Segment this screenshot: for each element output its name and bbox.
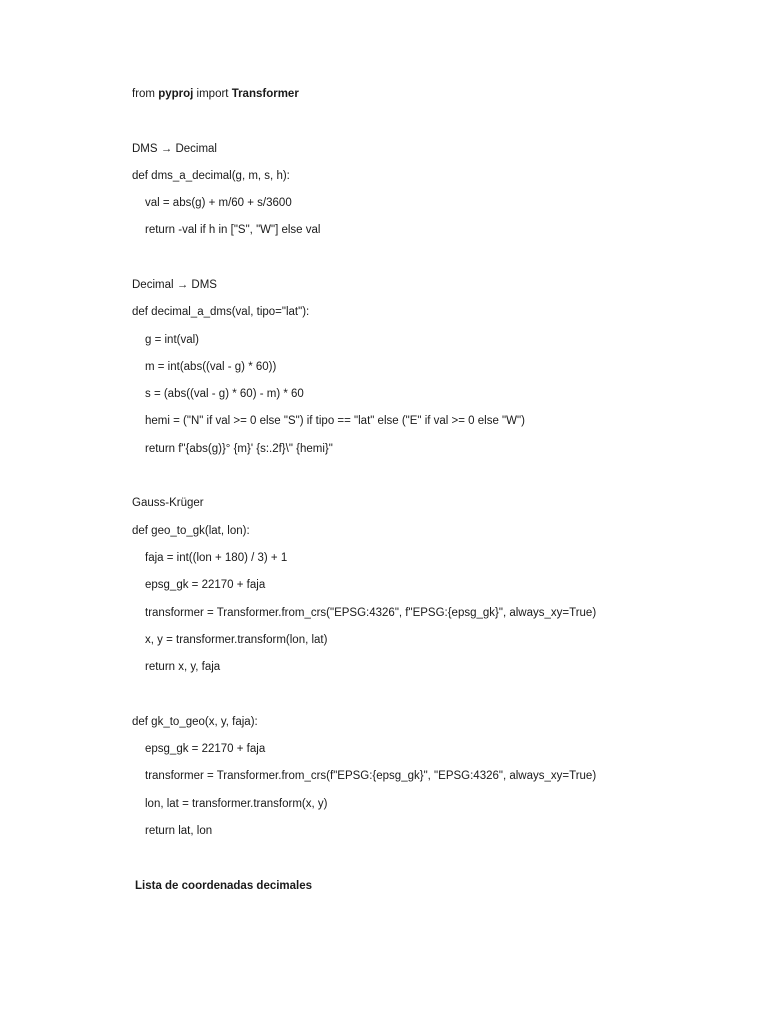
code-line: s = (abs((val - g) * 60) - m) * 60 (145, 388, 304, 400)
import-line (132, 87, 299, 101)
section-title-decimal-dms: Decimal → DMS (132, 279, 217, 291)
import-from-keyword: from (132, 88, 159, 100)
code-line: x, y = transformer.transform(lon, lat) (145, 634, 328, 646)
import-keyword: import (193, 88, 232, 100)
code-line: faja = int((lon + 180) / 3) + 1 (145, 552, 288, 564)
code-line: transformer = Transformer.from_crs(f"EPSG:{epsg_gk}", "EPSG:4326", always_xy=True) (145, 770, 597, 782)
code-line: lon, lat = transformer.transform(x, y) (145, 798, 328, 810)
code-line: return x, y, faja (145, 661, 221, 673)
code-line: hemi = ("N" if val >= 0 else "S") if tipo == "lat" else ("E" if val >= 0 else "W") (145, 415, 525, 427)
list-heading: Lista de coordenadas decimales (135, 880, 313, 892)
code-line: return lat, lon (145, 825, 213, 837)
import-module: pyproj (158, 88, 194, 100)
code-line: g = int(val) (145, 334, 200, 346)
code-line: def dms_a_decimal(g, m, s, h): (132, 170, 290, 182)
code-line: transformer = Transformer.from_crs("EPSG:4326", f"EPSG:{epsg_gk}", always_xy=True) (145, 607, 597, 619)
code-line: epsg_gk = 22170 + faja (145, 579, 266, 591)
code-line: val = abs(g) + m/60 + s/3600 (145, 197, 292, 209)
import-name: Transformer (231, 88, 299, 100)
section-title-gauss-kruger: Gauss-Krüger (132, 497, 204, 509)
code-line: def gk_to_geo(x, y, faja): (132, 716, 258, 728)
code-line: epsg_gk = 22170 + faja (145, 743, 266, 755)
code-line: return -val if h in ["S", "W"] else val (145, 224, 321, 236)
code-line: return f"{abs(g)}° {m}' {s:.2f}\" {hemi}" (145, 443, 333, 455)
section-title-dms-decimal: DMS → Decimal (132, 143, 217, 155)
code-line: def decimal_a_dms(val, tipo="lat"): (132, 306, 310, 318)
code-line: def geo_to_gk(lat, lon): (132, 525, 250, 537)
code-line: m = int(abs((val - g) * 60)) (145, 361, 277, 373)
